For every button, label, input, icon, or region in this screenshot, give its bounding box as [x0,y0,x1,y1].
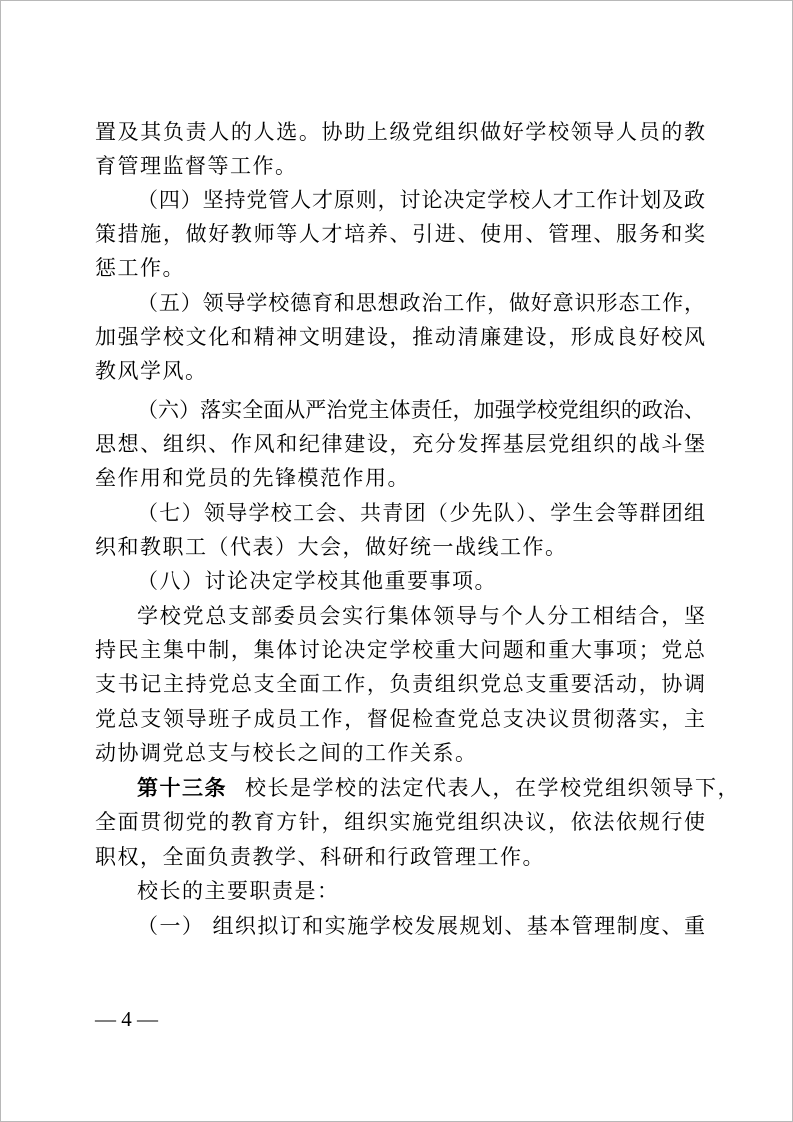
text-line: 惩工作。 [95,256,185,280]
text-line: 党总支领导班子成员工作，督促检查党总支决议贯彻落实，主 [95,707,705,731]
text-line: 垒作用和党员的先锋模范作用。 [95,466,410,490]
text-line: （七）领导学校工会、共青团（少先队）、学生会等群团组 [137,501,705,525]
text-line: 置及其负责人的人选。协助上级党组织做好学校领导人员的教 [95,120,705,144]
text-line: （六）落实全面从严治党主体责任，加强学校党组织的政治、 [137,398,705,422]
article-label: 第十三条 [137,775,227,800]
text-line: 育管理监督等工作。 [95,154,298,178]
text-line: （八）讨论决定学校其他重要事项。 [137,569,497,593]
text-line: 学校党总支部委员会实行集体领导与个人分工相结合，坚 [137,604,705,628]
text-line: 职权，全面负责教学、科研和行政管理工作。 [95,845,545,869]
article-line [137,772,740,804]
text-line: 思想、组织、作风和纪律建设，充分发挥基层党组织的战斗堡 [95,432,705,456]
text-line: 教风学风。 [95,359,208,383]
text-line: 织和教职工（代表）大会，做好统一战线工作。 [95,535,568,559]
text-line: （四）坚持党管人才原则，讨论决定学校人才工作计划及政 [137,188,705,212]
text-line: （一） 组织拟订和实施学校发展规划、基本管理制度、重 [137,914,705,938]
page-number: — 4 — [95,1007,158,1031]
text-line: 动协调党总支与校长之间的工作关系。 [95,741,478,765]
text-line: （五）领导学校德育和思想政治工作，做好意识形态工作， [137,291,705,315]
text-line: 持民主集中制，集体讨论决定学校重大问题和重大事项；党总 [95,638,705,662]
text-line: 全面贯彻党的教育方针，组织实施党组织决议，依法依规行使 [95,810,705,834]
text-line: 支书记主持党总支全面工作，负责组织党总支重要活动，协调 [95,672,705,696]
text-line: 校长的主要职责是： [137,879,340,903]
text-line: 加强学校文化和精神文明建设，推动清廉建设，形成良好校风 [95,325,705,349]
text-run: 校长是学校的法定代表人，在学校党组织领导下， [245,776,740,800]
text-line: 策措施，做好教师等人才培养、引进、使用、管理、服务和奖 [95,222,705,246]
